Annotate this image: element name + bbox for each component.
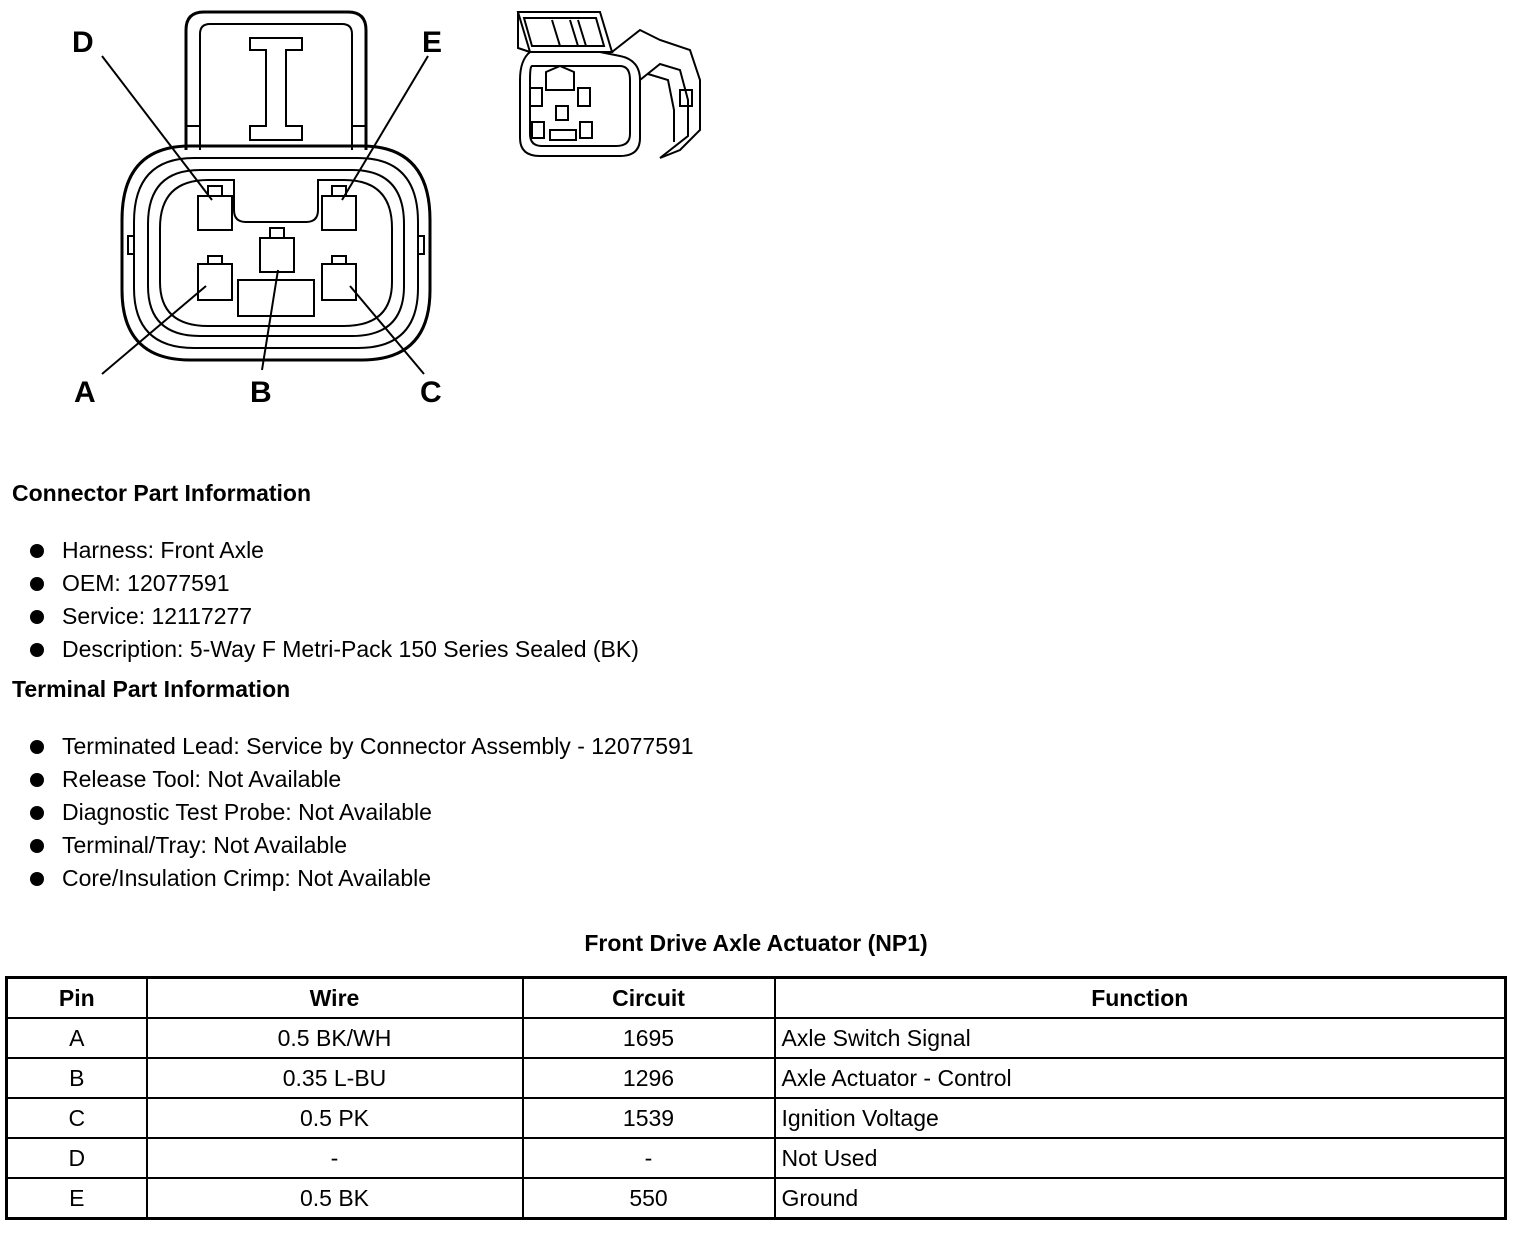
connector-info-heading: Connector Part Information (12, 480, 312, 506)
cell-wire: - (147, 1138, 523, 1178)
column-header-wire: Wire (147, 978, 523, 1019)
connector-3d-view (518, 12, 700, 158)
cavity-b (260, 238, 294, 272)
bullet-icon (30, 610, 44, 624)
terminal-info-terminated-lead: Terminated Lead: Service by Connector Assembly - 12077591 (62, 733, 694, 759)
cell-function: Axle Switch Signal (775, 1018, 1506, 1058)
connector-info-oem: OEM: 12077591 (62, 570, 230, 596)
list-item (0, 796, 694, 829)
list-item (0, 600, 639, 633)
cavity-d (198, 196, 232, 230)
cell-wire: 0.5 BK (147, 1178, 523, 1219)
list-item (0, 534, 639, 567)
table-row (7, 1018, 1506, 1058)
terminal-info-heading: Terminal Part Information (12, 676, 291, 702)
cell-circuit: 1296 (523, 1058, 775, 1098)
cavity-d-latch (208, 186, 222, 196)
bullet-icon (30, 643, 44, 657)
pin-label-a: A (74, 376, 96, 409)
cavity-c (322, 264, 356, 300)
bullet-icon (30, 544, 44, 558)
list-item (0, 633, 639, 666)
cell-circuit: 550 (523, 1178, 775, 1219)
terminal-info-terminal-tray: Terminal/Tray: Not Available (62, 832, 348, 858)
cell-circuit: - (523, 1138, 775, 1178)
cavity-b-latch (270, 228, 284, 238)
list-item (0, 730, 694, 763)
table-row (7, 1178, 1506, 1219)
cell-function: Axle Actuator - Control (775, 1058, 1506, 1098)
bullet-icon (30, 806, 44, 820)
cavity-a-latch (208, 256, 222, 264)
bullet-icon (30, 577, 44, 591)
cell-pin: A (7, 1018, 147, 1058)
list-item (0, 829, 694, 862)
table-row (7, 1138, 1506, 1178)
pinout-table (5, 976, 1507, 1220)
cell-pin: C (7, 1098, 147, 1138)
cavity-e-latch (332, 186, 346, 196)
pin-label-b: B (250, 376, 272, 409)
locking-tab (186, 12, 366, 150)
list-item (0, 862, 694, 895)
list-item (0, 567, 639, 600)
cell-pin: B (7, 1058, 147, 1098)
column-header-pin: Pin (7, 978, 147, 1019)
connector-info-harness: Harness: Front Axle (62, 537, 264, 563)
connector-info-list (0, 534, 639, 666)
column-header-function: Function (775, 978, 1506, 1019)
connector-info-description: Description: 5-Way F Metri-Pack 150 Series Sealed (BK) (62, 636, 639, 662)
cell-circuit: 1695 (523, 1018, 775, 1058)
pin-label-c: C (420, 376, 442, 409)
pin-label-e: E (422, 26, 443, 59)
table-title: Front Drive Axle Actuator (NP1) (584, 930, 928, 956)
cavity-a (198, 264, 232, 300)
cell-pin: E (7, 1178, 147, 1219)
connector-diagram (0, 0, 760, 430)
cell-pin: D (7, 1138, 147, 1178)
cell-circuit: 1539 (523, 1098, 775, 1138)
table-row (7, 1058, 1506, 1098)
table-header-row (7, 978, 1506, 1019)
cell-wire: 0.35 L-BU (147, 1058, 523, 1098)
cell-function: Ground (775, 1178, 1506, 1219)
bullet-icon (30, 872, 44, 886)
cell-function: Ignition Voltage (775, 1098, 1506, 1138)
terminal-info-list (0, 730, 694, 895)
pin-label-d: D (72, 26, 94, 59)
connector-info-service: Service: 12117277 (62, 603, 253, 629)
bullet-icon (30, 839, 44, 853)
cell-wire: 0.5 PK (147, 1098, 523, 1138)
terminal-info-test-probe: Diagnostic Test Probe: Not Available (62, 799, 432, 825)
cell-function: Not Used (775, 1138, 1506, 1178)
terminal-info-crimp: Core/Insulation Crimp: Not Available (62, 865, 432, 891)
cell-wire: 0.5 BK/WH (147, 1018, 523, 1058)
bullet-icon (30, 740, 44, 754)
connector-face-view (0, 0, 760, 430)
cavity-c-latch (332, 256, 346, 264)
terminal-info-release-tool: Release Tool: Not Available (62, 766, 342, 792)
bullet-icon (30, 773, 44, 787)
column-header-circuit: Circuit (523, 978, 775, 1019)
list-item (0, 763, 694, 796)
cavity-e (322, 196, 356, 230)
table-row (7, 1098, 1506, 1138)
connector-housing (122, 146, 430, 360)
pin-cavities (198, 186, 356, 316)
